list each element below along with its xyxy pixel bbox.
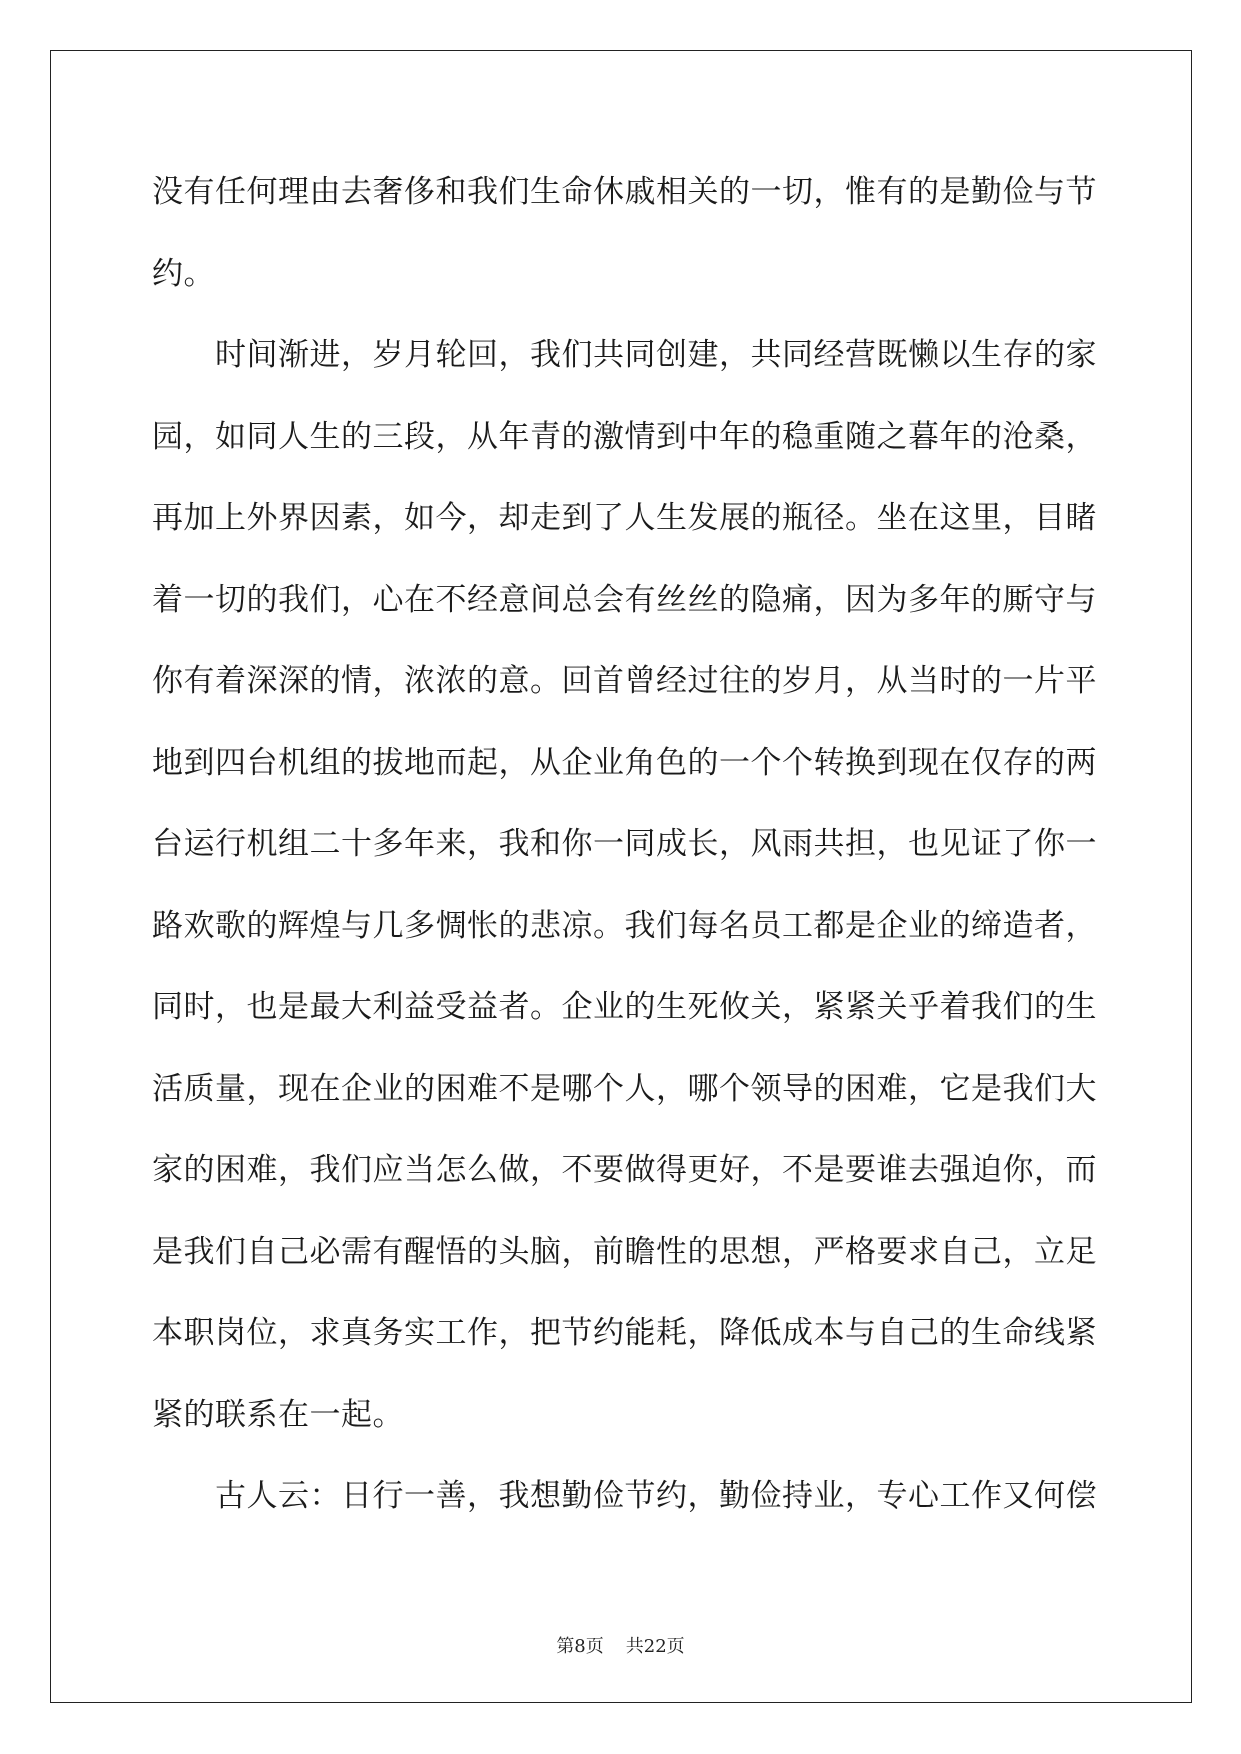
text-line: 是我们自己必需有醒悟的头脑，前瞻性的思想，严格要求自己，立足: [152, 1233, 1097, 1270]
text-line: 同时，也是最大利益受益者。企业的生死攸关，紧紧关乎着我们的生: [152, 989, 1097, 1025]
text-line: 紧的联系在一起。: [152, 1396, 404, 1433]
text-line: 本职岗位，求真务实工作，把节约能耗，降低成本与自己的生命线紧: [152, 1315, 1097, 1351]
text-line: 活质量，现在企业的困难不是哪个人，哪个领导的困难，它是我们大: [152, 1070, 1097, 1107]
text-line: 你有着深深的情，浓浓的意。回首曾经过往的岁月，从当时的一片平: [152, 663, 1097, 699]
text-line: 着一切的我们，心在不经意间总会有丝丝的隐痛，因为多年的厮守与: [152, 581, 1097, 618]
page-total: 共22页: [625, 1636, 685, 1657]
text-line: 台运行机组二十多年来，我和你一同成长，风雨共担，也见证了你一: [152, 826, 1097, 862]
text-line: 路欢歌的辉煌与几多惆怅的悲凉。我们每名员工都是企业的缔造者，: [152, 907, 1097, 944]
text-line: 没有任何理由去奢侈和我们生命休戚相关的一切，惟有的是勤俭与节: [152, 174, 1097, 210]
text-line: 时间渐进，岁月轮回，我们共同创建，共同经营既懒以生存的家: [152, 337, 1097, 373]
text-line: 古人云：日行一善，我想勤俭节约，勤俭持业，专心工作又何偿: [152, 1478, 1097, 1514]
text-line: 地到四台机组的拔地而起，从企业角色的一个个转换到现在仅存的两: [152, 744, 1097, 781]
text-line: 家的困难，我们应当怎么做，不要做得更好，不是要谁去强迫你，而: [152, 1152, 1097, 1188]
text-line: 园，如同人生的三段，从年青的激情到中年的稳重随之暮年的沧桑，: [152, 418, 1097, 455]
text-line: 约。: [152, 255, 215, 292]
page-number: 第8页: [556, 1636, 604, 1657]
text-line: 再加上外界因素，如今，却走到了人生发展的瓶径。坐在这里，目睹: [152, 500, 1097, 536]
document-body: [152, 158, 1097, 1544]
page-footer: [0, 1632, 1241, 1658]
